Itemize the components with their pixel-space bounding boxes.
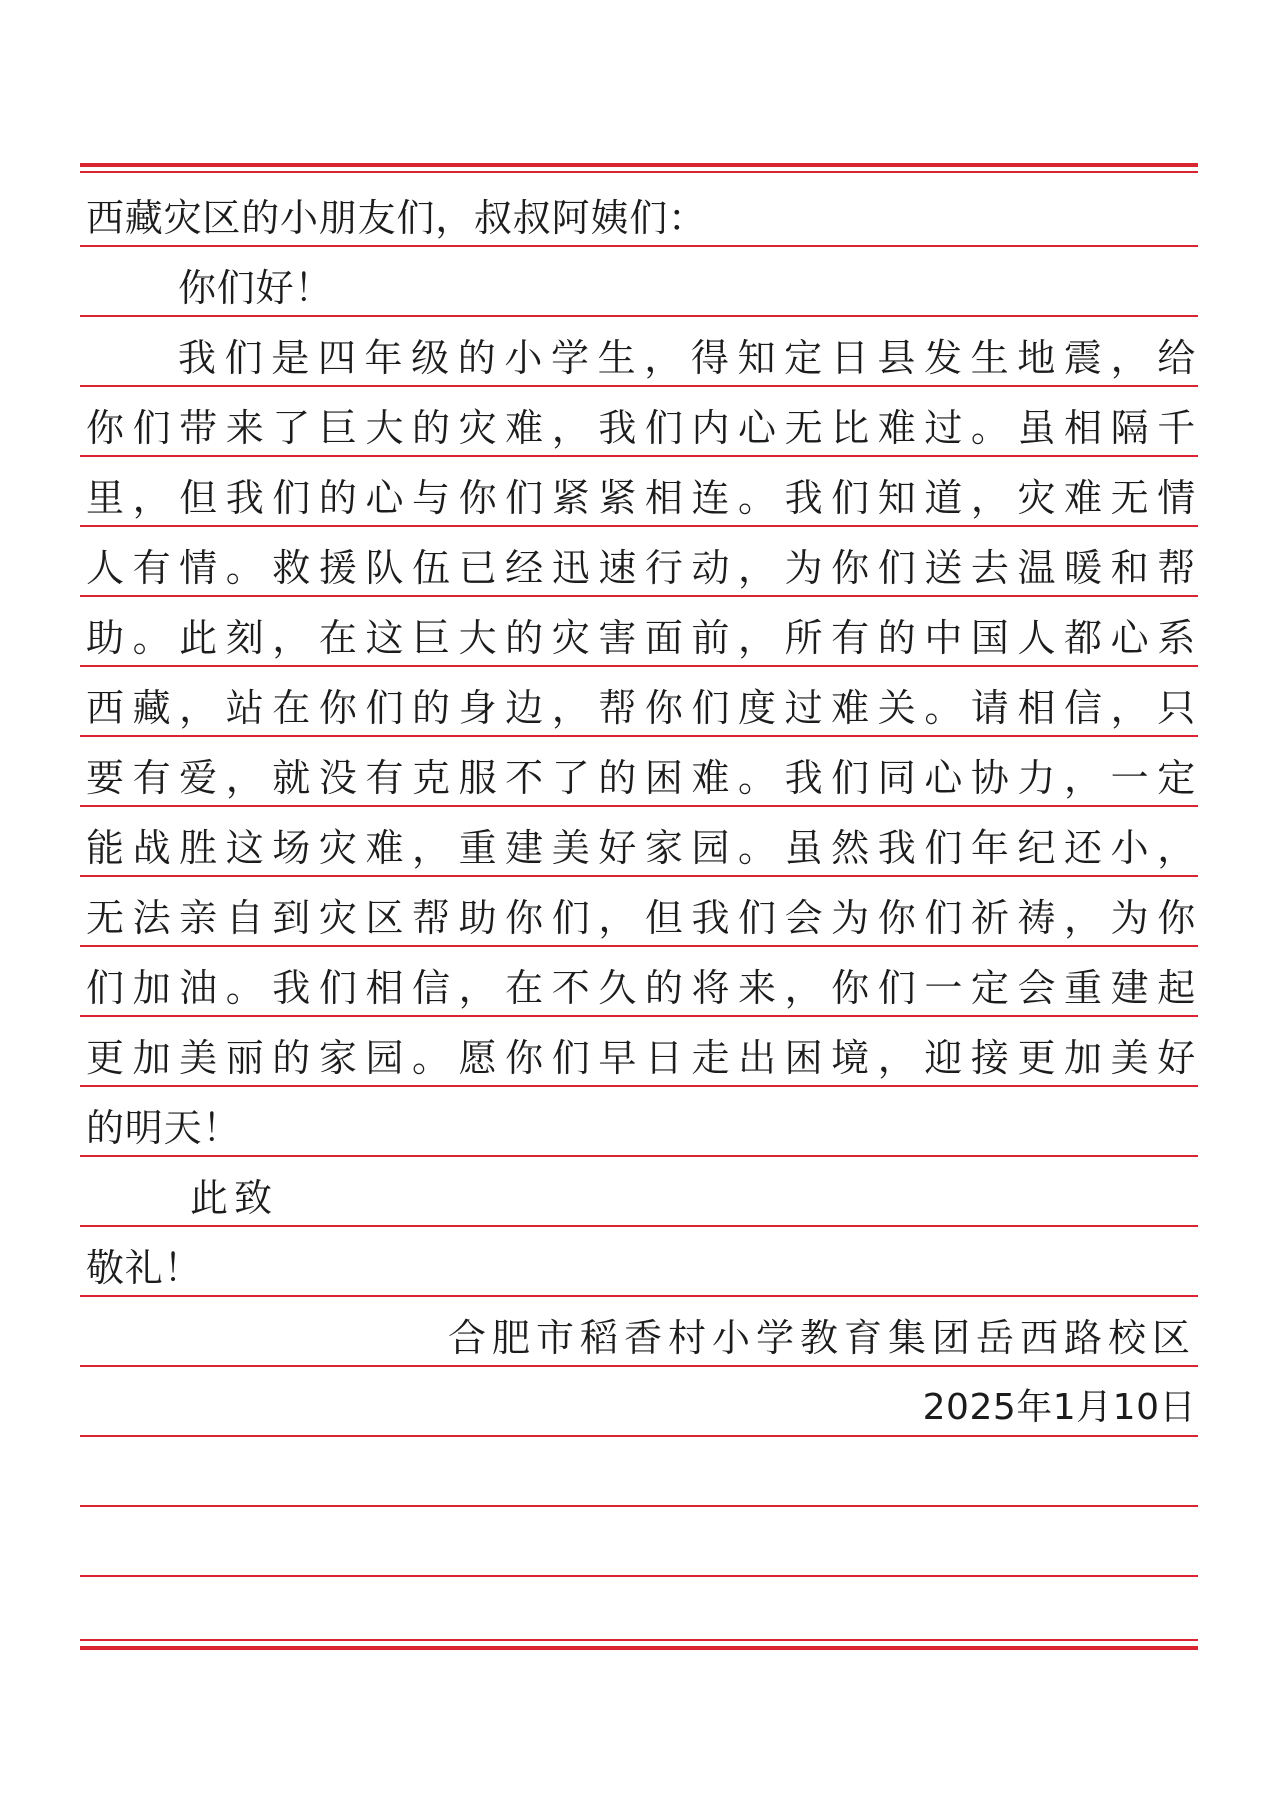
- date: 2025年1月10日: [922, 1387, 1196, 1428]
- ruled-line: [80, 805, 1198, 807]
- body-line: 无法亲自到灾区帮助你们，但我们会为你们祈祷，为你: [86, 896, 1196, 940]
- closing-jing-li: 敬礼！: [86, 1246, 203, 1290]
- ruled-line: [80, 1435, 1198, 1437]
- ruled-line: [80, 875, 1198, 877]
- ruled-line: [80, 1575, 1198, 1577]
- ruled-line: [80, 735, 1198, 737]
- ruled-line: [80, 385, 1198, 387]
- greeting: 你们好！: [178, 266, 334, 310]
- ruled-line: [80, 945, 1198, 947]
- ruled-line: [80, 1015, 1198, 1017]
- body-line: 里，但我们的心与你们紧紧相连。我们知道，灾难无情: [86, 476, 1196, 520]
- body-line: 的明天！: [86, 1106, 242, 1150]
- ruled-line: [80, 595, 1198, 597]
- body-line: 助。此刻，在这巨大的灾害面前，所有的中国人都心系: [86, 616, 1196, 660]
- body-line: 人有情。救援队伍已经迅速行动，为你们送去温暖和帮: [86, 546, 1196, 590]
- bottom-rule-thin: [80, 1639, 1198, 1641]
- ruled-line: [80, 1085, 1198, 1087]
- ruled-line: [80, 1295, 1198, 1297]
- body-line: 们加油。我们相信，在不久的将来，你们一定会重建起: [86, 966, 1196, 1010]
- body-line: 能战胜这场灾难，重建美好家园。虽然我们年纪还小，: [86, 826, 1196, 870]
- ruled-line: [80, 245, 1198, 247]
- top-rule-thin: [80, 171, 1198, 173]
- ruled-line: [80, 315, 1198, 317]
- closing-ci-zhi: 此致: [190, 1176, 279, 1220]
- body-line: 要有爱，就没有克服不了的困难。我们同心协力，一定: [86, 756, 1196, 800]
- top-rule: [80, 163, 1198, 167]
- body-line: 西藏，站在你们的身边，帮你们度过难关。请相信，只: [86, 686, 1196, 730]
- body-line: 你们带来了巨大的灾难，我们内心无比难过。虽相隔千: [86, 406, 1196, 450]
- ruled-line: [80, 1225, 1198, 1227]
- ruled-line: [80, 455, 1198, 457]
- body-line: 更加美丽的家园。愿你们早日走出困境，迎接更加美好: [86, 1036, 1196, 1080]
- ruled-line: [80, 1505, 1198, 1507]
- body-line: 我们是四年级的小学生，得知定日县发生地震，给: [178, 336, 1196, 380]
- salutation: 西藏灾区的小朋友们，叔叔阿姨们：: [86, 196, 707, 240]
- ruled-line: [80, 1365, 1198, 1367]
- signature: 合肥市稻香村小学教育集团岳西路校区: [447, 1316, 1196, 1360]
- ruled-line: [80, 525, 1198, 527]
- bottom-rule: [80, 1646, 1198, 1650]
- ruled-line: [80, 1155, 1198, 1157]
- ruled-line: [80, 665, 1198, 667]
